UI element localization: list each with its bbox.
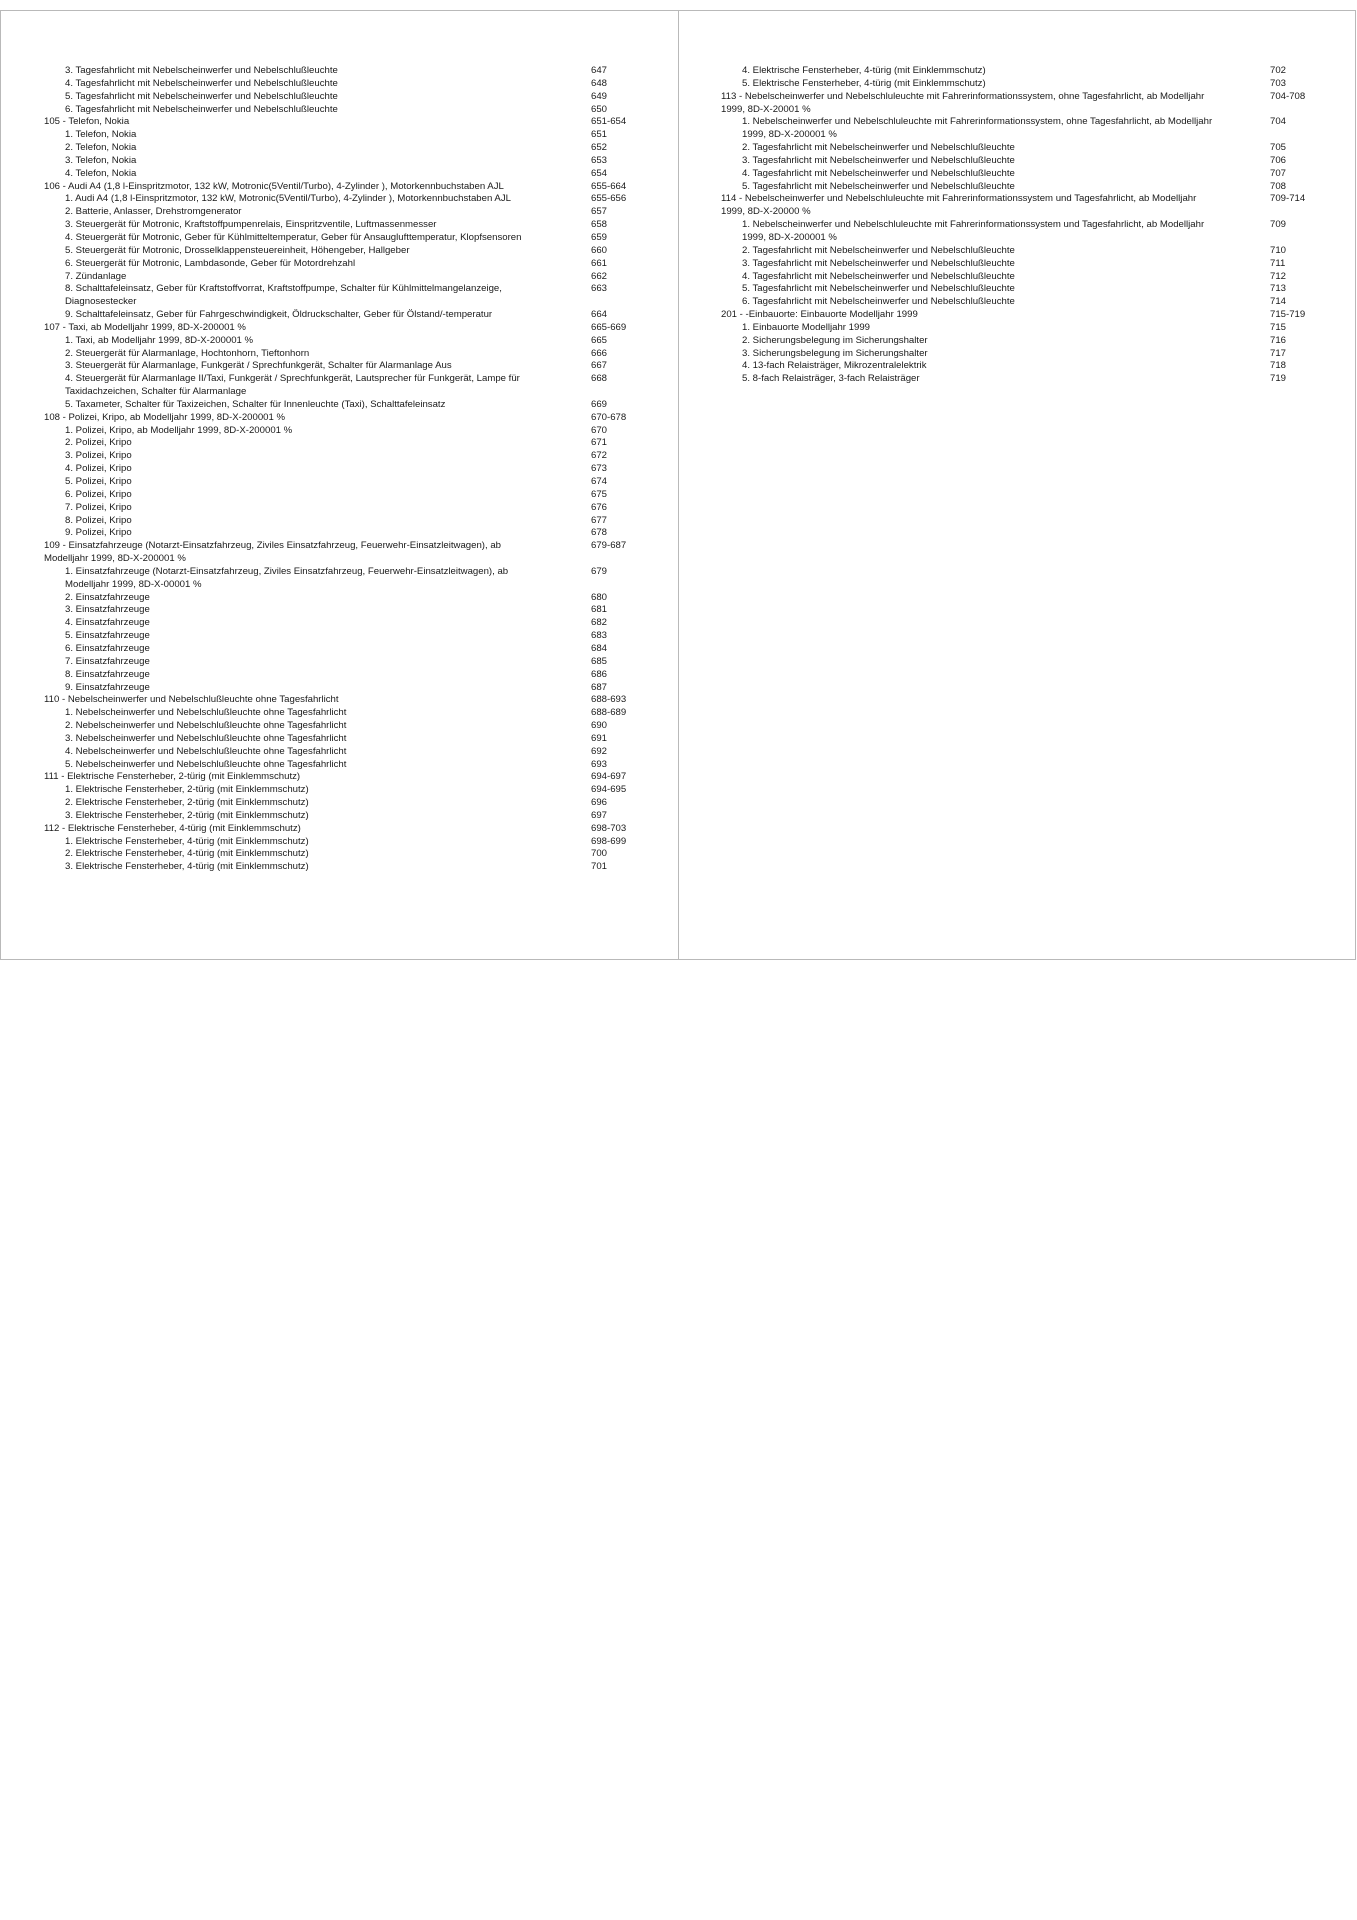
toc-entry-title: 8. Schalttafeleinsatz, Geber für Kraftstoffvorrat, Kraftstoffpumpe, Schalter für Kühlmittelmangelanzeige, Diagnosestecker: [65, 283, 502, 308]
toc-subentry: [44, 245, 634, 258]
toc-entry-page: 688-693: [591, 694, 627, 706]
toc-entry-page: 715-719: [1270, 309, 1306, 321]
toc-entry-page: 684: [591, 642, 608, 654]
toc-section-entry: [721, 91, 1311, 117]
toc-entry-page: 661: [591, 257, 608, 269]
toc-entry-title: 2. Elektrische Fensterheber, 4-türig (mit Einklemmschutz): [65, 848, 309, 860]
toc-entry-page: 705: [1270, 142, 1287, 154]
toc-entry-title: 2. Elektrische Fensterheber, 2-türig (mit Einklemmschutz): [65, 797, 309, 809]
toc-entry-title: 112 - Elektrische Fensterheber, 4-türig (mit Einklemmschutz): [44, 822, 301, 834]
toc-entry-page: 651: [591, 129, 608, 141]
toc-subentry: [44, 373, 634, 399]
toc-entry-page: 694-697: [591, 771, 627, 783]
toc-subentry: [44, 258, 634, 271]
toc-entry-title: 3. Telefon, Nokia: [65, 154, 137, 166]
toc-subentry: [44, 733, 634, 746]
toc-entry-page: 710: [1270, 244, 1287, 256]
toc-entry-title: 108 - Polizei, Kripo, ab Modelljahr 1999, 8D-X-200001 %: [44, 411, 286, 423]
toc-entry-page: 671: [591, 437, 608, 449]
toc-entry-title: 6. Tagesfahrlicht mit Nebelscheinwerfer und Nebelschlußleuchte: [742, 296, 1015, 308]
toc-entry-page: 688-689: [591, 707, 627, 719]
toc-entry-title: 4. 13-fach Relaisträger, Mikrozentralelektrik: [742, 360, 927, 372]
toc-subentry: [721, 322, 1311, 335]
toc-entry-title: 2. Batterie, Anlasser, Drehstromgenerator: [65, 206, 242, 218]
toc-subentry: [721, 283, 1311, 296]
toc-entry-title: 4. Tagesfahrlicht mit Nebelscheinwerfer und Nebelschlußleuchte: [742, 270, 1015, 282]
toc-subentry: [721, 245, 1311, 258]
toc-subentry: [44, 810, 634, 823]
toc-entry-title: 9. Schalttafeleinsatz, Geber für Fahrgeschwindigkeit, Öldruckschalter, Geber für Ölstand/-temperatur: [65, 309, 493, 321]
toc-entry-page: 706: [1270, 154, 1287, 166]
toc-entry-title: 4. Polizei, Kripo: [65, 463, 132, 475]
toc-entry-title: 2. Einsatzfahrzeuge: [65, 591, 150, 603]
toc-subentry: [44, 707, 634, 720]
toc-entry-title: 1. Polizei, Kripo, ab Modelljahr 1999, 8D-X-200001 %: [65, 424, 293, 436]
toc-entry-page: 680: [591, 591, 608, 603]
toc-subentry: [721, 271, 1311, 284]
toc-entry-page: 698-703: [591, 822, 627, 834]
toc-subentry: [44, 155, 634, 168]
toc-subentry: [44, 746, 634, 759]
toc-entry-page: 703: [1270, 77, 1287, 89]
toc-entry-page: 655-664: [591, 180, 627, 192]
toc-subentry: [721, 335, 1311, 348]
toc-section-entry: [44, 540, 634, 566]
toc-entry-title: 1. Elektrische Fensterheber, 2-türig (mit Einklemmschutz): [65, 784, 309, 796]
toc-entry-title: 2. Sicherungsbelegung im Sicherungshalter: [742, 334, 928, 346]
toc-subentry: [44, 515, 634, 528]
toc-entry-page: 714: [1270, 296, 1287, 308]
toc-entry-title: 5. Tagesfahrlicht mit Nebelscheinwerfer und Nebelschlußleuchte: [65, 90, 338, 102]
toc-entry-page: 707: [1270, 167, 1287, 179]
toc-subentry: [721, 142, 1311, 155]
toc-entry-page: 700: [591, 848, 608, 860]
toc-entry-page: 679-687: [591, 540, 627, 552]
toc-section-entry: [44, 181, 634, 194]
toc-entry-page: 675: [591, 488, 608, 500]
toc-entry-title: 3. Einsatzfahrzeuge: [65, 604, 150, 616]
toc-entry-page: 663: [591, 283, 608, 295]
toc-entry-title: 3. Nebelscheinwerfer und Nebelschlußleuchte ohne Tagesfahrlicht: [65, 732, 347, 744]
toc-entry-page: 667: [591, 360, 608, 372]
toc-entry-title: 5. Einsatzfahrzeuge: [65, 630, 150, 642]
toc-subentry: [44, 617, 634, 630]
toc-entry-page: 715: [1270, 321, 1287, 333]
toc-entry-title: 5. Elektrische Fensterheber, 4-türig (mit Einklemmschutz): [742, 77, 986, 89]
toc-subentry: [721, 65, 1311, 78]
toc-entry-title: 2. Tagesfahrlicht mit Nebelscheinwerfer und Nebelschlußleuchte: [742, 244, 1015, 256]
toc-subentry: [44, 78, 634, 91]
toc-subentry: [44, 271, 634, 284]
toc-entry-title: 1. Taxi, ab Modelljahr 1999, 8D-X-200001 %: [65, 334, 254, 346]
toc-subentry: [44, 348, 634, 361]
toc-entry-title: 2. Tagesfahrlicht mit Nebelscheinwerfer und Nebelschlußleuchte: [742, 142, 1015, 154]
toc-subentry: [44, 193, 634, 206]
toc-entry-title: 1. Nebelscheinwerfer und Nebelschluleuchte mit Fahrerinformationssystem und Tagesfahrlicht, ab Modelljahr 1999, 8D-X-200001 %: [742, 219, 1205, 243]
toc-entry-title: 3. Sicherungsbelegung im Sicherungshalter: [742, 347, 928, 359]
toc-entry-title: 3. Steuergerät für Alarmanlage, Funkgerät / Sprechfunkgerät, Schalter für Alarmanlage Aus: [65, 360, 452, 372]
toc-entry-title: 5. Steuergerät für Motronic, Drosselklappensteuereinheit, Höhengeber, Hallgeber: [65, 244, 410, 256]
toc-entry-title: 1. Audi A4 (1,8 l-Einspritzmotor, 132 kW, Motronic(5Ventil/Turbo), 4-Zylinder ), Motorkennbuchstaben AJL: [65, 193, 511, 205]
toc-subentry: [44, 142, 634, 155]
toc-subentry: [44, 669, 634, 682]
toc-entry-title: 9. Polizei, Kripo: [65, 527, 132, 539]
toc-entry-page: 657: [591, 206, 608, 218]
toc-entry-page: 712: [1270, 270, 1287, 282]
toc-entry-page: 686: [591, 668, 608, 680]
toc-entry-title: 3. Polizei, Kripo: [65, 450, 132, 462]
toc-entry-title: 9. Einsatzfahrzeuge: [65, 681, 150, 693]
toc-subentry: [44, 104, 634, 117]
toc-entry-title: 1. Nebelscheinwerfer und Nebelschlußleuchte ohne Tagesfahrlicht: [65, 707, 347, 719]
toc-subentry: [721, 219, 1311, 245]
toc-entry-title: 4. Einsatzfahrzeuge: [65, 617, 150, 629]
toc-entry-page: 654: [591, 167, 608, 179]
toc-entry-title: 4. Steuergerät für Motronic, Geber für Kühlmitteltemperatur, Geber für Ansauglufttemperatur, Klopfsensoren: [65, 231, 522, 243]
toc-entry-page: 713: [1270, 283, 1287, 295]
toc-entry-title: 110 - Nebelscheinwerfer und Nebelschlußleuchte ohne Tagesfahrlicht: [44, 694, 339, 706]
toc-subentry: [44, 463, 634, 476]
toc-entry-title: 4. Elektrische Fensterheber, 4-türig (mit Einklemmschutz): [742, 65, 986, 76]
toc-subentry: [44, 309, 634, 322]
toc-entry-title: 1. Elektrische Fensterheber, 4-türig (mit Einklemmschutz): [65, 835, 309, 847]
toc-entry-title: 114 - Nebelscheinwerfer und Nebelschluleuchte mit Fahrerinformationssystem und Tagesfahrlicht, ab Modelljahr 1999, 8D-X-20000 %: [721, 193, 1197, 218]
toc-subentry: [44, 425, 634, 438]
toc-entry-title: 105 - Telefon, Nokia: [44, 116, 130, 128]
toc-entry-title: 4. Tagesfahrlicht mit Nebelscheinwerfer und Nebelschlußleuchte: [742, 167, 1015, 179]
toc-entry-page: 704-708: [1270, 90, 1306, 102]
toc-entry-page: 679: [591, 565, 608, 577]
toc-entry-page: 683: [591, 630, 608, 642]
toc-section-entry: [44, 116, 634, 129]
toc-entry-title: 111 - Elektrische Fensterheber, 2-türig (mit Einklemmschutz): [44, 771, 301, 783]
toc-subentry: [44, 630, 634, 643]
toc-entry-title: 5. Taxameter, Schalter für Taxizeichen, Schalter für Innenleuchte (Taxi), Schalttafeleinsatz: [65, 398, 446, 410]
toc-entry-title: 5. Nebelscheinwerfer und Nebelschlußleuchte ohne Tagesfahrlicht: [65, 758, 347, 770]
toc-subentry: [44, 335, 634, 348]
toc-entry-page: 670-678: [591, 411, 627, 423]
toc-subentry: [721, 296, 1311, 309]
toc-right-column: [721, 65, 1311, 386]
toc-entry-title: 1. Telefon, Nokia: [65, 129, 137, 141]
toc-subentry: [44, 65, 634, 78]
toc-subentry: [721, 155, 1311, 168]
toc-entry-page: 674: [591, 476, 608, 487]
toc-entry-title: 113 - Nebelscheinwerfer und Nebelschluleuchte mit Fahrerinformationssystem, ohne Tagesfahrlicht, ab Modelljahr 1999, 8D-X-20001 %: [721, 90, 1205, 115]
toc-entry-page: 651-654: [591, 116, 627, 128]
toc-entry-page: 676: [591, 501, 608, 513]
toc-entry-page: 698-699: [591, 835, 627, 847]
toc-entry-page: 691: [591, 732, 608, 744]
toc-entry-page: 677: [591, 514, 608, 526]
toc-subentry: [44, 566, 634, 592]
toc-entry-title: 7. Zündanlage: [65, 270, 127, 282]
toc-section-entry: [721, 309, 1311, 322]
toc-entry-page: 664: [591, 309, 608, 321]
toc-entry-page: 650: [591, 103, 608, 115]
toc-subentry: [44, 232, 634, 245]
toc-subentry: [44, 656, 634, 669]
toc-entry-title: 2. Telefon, Nokia: [65, 142, 137, 154]
toc-entry-title: 4. Nebelscheinwerfer und Nebelschlußleuchte ohne Tagesfahrlicht: [65, 745, 347, 757]
toc-subentry: [44, 592, 634, 605]
toc-entry-page: 682: [591, 617, 608, 629]
toc-entry-page: 702: [1270, 65, 1287, 76]
toc-subentry: [721, 168, 1311, 181]
toc-entry-page: 716: [1270, 334, 1287, 346]
toc-entry-page: 647: [591, 65, 608, 76]
toc-entry-page: 690: [591, 720, 608, 732]
toc-entry-title: 3. Tagesfahrlicht mit Nebelscheinwerfer und Nebelschlußleuchte: [65, 65, 338, 76]
toc-entry-page: 697: [591, 809, 608, 821]
toc-entry-page: 701: [591, 861, 608, 873]
toc-section-entry: [44, 694, 634, 707]
toc-entry-page: 652: [591, 142, 608, 154]
toc-entry-title: 7. Polizei, Kripo: [65, 501, 132, 513]
toc-entry-title: 8. Einsatzfahrzeuge: [65, 668, 150, 680]
toc-entry-title: 4. Tagesfahrlicht mit Nebelscheinwerfer und Nebelschlußleuchte: [65, 77, 338, 89]
column-divider: [678, 10, 679, 960]
toc-subentry: [44, 91, 634, 104]
toc-entry-page: 669: [591, 398, 608, 410]
toc-entry-title: 2. Nebelscheinwerfer und Nebelschlußleuchte ohne Tagesfahrlicht: [65, 720, 347, 732]
toc-subentry: [44, 219, 634, 232]
toc-entry-title: 4. Steuergerät für Alarmanlage II/Taxi, Funkgerät / Sprechfunkgerät, Lautsprecher für Funkgerät, Lampe für Taxidachzeichen, Schalter für Alarmanlage: [65, 373, 520, 398]
toc-entry-title: 3. Elektrische Fensterheber, 2-türig (mit Einklemmschutz): [65, 809, 309, 821]
toc-entry-title: 8. Polizei, Kripo: [65, 514, 132, 526]
toc-entry-title: 6. Einsatzfahrzeuge: [65, 642, 150, 654]
toc-entry-title: 107 - Taxi, ab Modelljahr 1999, 8D-X-200001 %: [44, 321, 246, 333]
toc-subentry: [44, 206, 634, 219]
toc-entry-page: 681: [591, 604, 608, 616]
toc-section-entry: [44, 412, 634, 425]
toc-subentry: [44, 283, 634, 309]
toc-section-entry: [44, 322, 634, 335]
toc-subentry: [44, 450, 634, 463]
toc-entry-page: 673: [591, 463, 608, 475]
toc-entry-title: 3. Tagesfahrlicht mit Nebelscheinwerfer und Nebelschlußleuchte: [742, 257, 1015, 269]
toc-entry-page: 653: [591, 154, 608, 166]
toc-subentry: [44, 604, 634, 617]
toc-entry-title: 5. Polizei, Kripo: [65, 476, 132, 487]
toc-entry-page: 665: [591, 334, 608, 346]
toc-entry-page: 718: [1270, 360, 1287, 372]
toc-subentry: [44, 797, 634, 810]
toc-entry-title: 109 - Einsatzfahrzeuge (Notarzt-Einsatzfahrzeug, Ziviles Einsatzfahrzeug, Feuerwehr-Einsatzleitwagen), ab Modelljahr 1999, 8D-X-200001 %: [44, 540, 501, 565]
toc-entry-page: 665-669: [591, 321, 627, 333]
toc-entry-title: 6. Polizei, Kripo: [65, 488, 132, 500]
toc-entry-page: 659: [591, 231, 608, 243]
toc-entry-title: 5. Tagesfahrlicht mit Nebelscheinwerfer und Nebelschlußleuchte: [742, 283, 1015, 295]
toc-entry-page: 694-695: [591, 784, 627, 796]
toc-subentry: [44, 861, 634, 874]
toc-entry-title: 2. Polizei, Kripo: [65, 437, 132, 449]
toc-entry-title: 3. Tagesfahrlicht mit Nebelscheinwerfer und Nebelschlußleuchte: [742, 154, 1015, 166]
toc-entry-title: 6. Tagesfahrlicht mit Nebelscheinwerfer und Nebelschlußleuchte: [65, 103, 338, 115]
toc-entry-title: 5. Tagesfahrlicht mit Nebelscheinwerfer und Nebelschlußleuchte: [742, 180, 1015, 192]
toc-subentry: [721, 373, 1311, 386]
toc-subentry: [721, 116, 1311, 142]
toc-subentry: [721, 181, 1311, 194]
toc-entry-title: 2. Steuergerät für Alarmanlage, Hochtonhorn, Tieftonhorn: [65, 347, 310, 359]
toc-entry-title: 1. Nebelscheinwerfer und Nebelschluleuchte mit Fahrerinformationssystem, ohne Tagesfahrlicht, ab Modelljahr 1999, 8D-X-200001 %: [742, 116, 1213, 141]
toc-entry-page: 693: [591, 758, 608, 770]
toc-subentry: [44, 437, 634, 450]
toc-subentry: [44, 489, 634, 502]
toc-section-entry: [44, 771, 634, 784]
toc-entry-page: 708: [1270, 180, 1287, 192]
toc-subentry: [44, 848, 634, 861]
toc-subentry: [44, 476, 634, 489]
toc-entry-page: 685: [591, 655, 608, 667]
toc-entry-page: 668: [591, 373, 608, 385]
toc-entry-page: 655-656: [591, 193, 627, 205]
toc-entry-page: 709: [1270, 219, 1287, 231]
toc-entry-title: 3. Elektrische Fensterheber, 4-türig (mit Einklemmschutz): [65, 861, 309, 873]
toc-entry-page: 662: [591, 270, 608, 282]
toc-entry-page: 678: [591, 527, 608, 539]
toc-subentry: [44, 836, 634, 849]
toc-entry-page: 658: [591, 219, 608, 231]
toc-entry-page: 719: [1270, 373, 1287, 385]
toc-entry-title: 4. Telefon, Nokia: [65, 167, 137, 179]
toc-section-entry: [44, 823, 634, 836]
toc-entry-page: 687: [591, 681, 608, 693]
toc-entry-title: 3. Steuergerät für Motronic, Kraftstoffpumpenrelais, Einspritzventile, Luftmassenmesser: [65, 219, 437, 231]
toc-entry-title: 6. Steuergerät für Motronic, Lambdasonde, Geber für Motordrehzahl: [65, 257, 356, 269]
toc-subentry: [44, 502, 634, 515]
toc-entry-title: 106 - Audi A4 (1,8 l-Einspritzmotor, 132 kW, Motronic(5Ventil/Turbo), 4-Zylinder ), Motorkennbuchstaben AJL: [44, 180, 504, 192]
toc-entry-page: 670: [591, 424, 608, 436]
toc-entry-page: 696: [591, 797, 608, 809]
toc-entry-page: 709-714: [1270, 193, 1306, 205]
toc-subentry: [44, 399, 634, 412]
toc-entry-title: 7. Einsatzfahrzeuge: [65, 655, 150, 667]
toc-subentry: [44, 527, 634, 540]
toc-subentry: [44, 784, 634, 797]
toc-subentry: [44, 643, 634, 656]
toc-section-entry: [721, 193, 1311, 219]
toc-subentry: [44, 759, 634, 772]
toc-subentry: [44, 168, 634, 181]
toc-entry-page: 711: [1270, 257, 1286, 269]
toc-left-column: [44, 65, 634, 874]
toc-entry-title: 1. Einbauorte Modelljahr 1999: [742, 321, 871, 333]
toc-entry-page: 660: [591, 244, 608, 256]
toc-subentry: [721, 348, 1311, 361]
toc-entry-page: 717: [1270, 347, 1287, 359]
toc-entry-title: 1. Einsatzfahrzeuge (Notarzt-Einsatzfahrzeug, Ziviles Einsatzfahrzeug, Feuerwehr-Einsatzleitwagen), ab Modelljahr 1999, 8D-X-00001 %: [65, 565, 509, 590]
toc-entry-page: 649: [591, 90, 608, 102]
toc-entry-page: 704: [1270, 116, 1287, 128]
toc-entry-title: 5. 8-fach Relaisträger, 3-fach Relaisträger: [742, 373, 920, 385]
toc-subentry: [44, 682, 634, 695]
toc-entry-title: 201 - -Einbauorte: Einbauorte Modelljahr 1999: [721, 309, 918, 321]
toc-subentry: [44, 720, 634, 733]
toc-subentry: [721, 258, 1311, 271]
toc-entry-page: 648: [591, 77, 608, 89]
toc-subentry: [44, 360, 634, 373]
toc-subentry: [721, 78, 1311, 91]
toc-entry-page: 692: [591, 745, 608, 757]
toc-subentry: [44, 129, 634, 142]
toc-entry-page: 672: [591, 450, 608, 462]
toc-entry-page: 666: [591, 347, 608, 359]
toc-subentry: [721, 360, 1311, 373]
